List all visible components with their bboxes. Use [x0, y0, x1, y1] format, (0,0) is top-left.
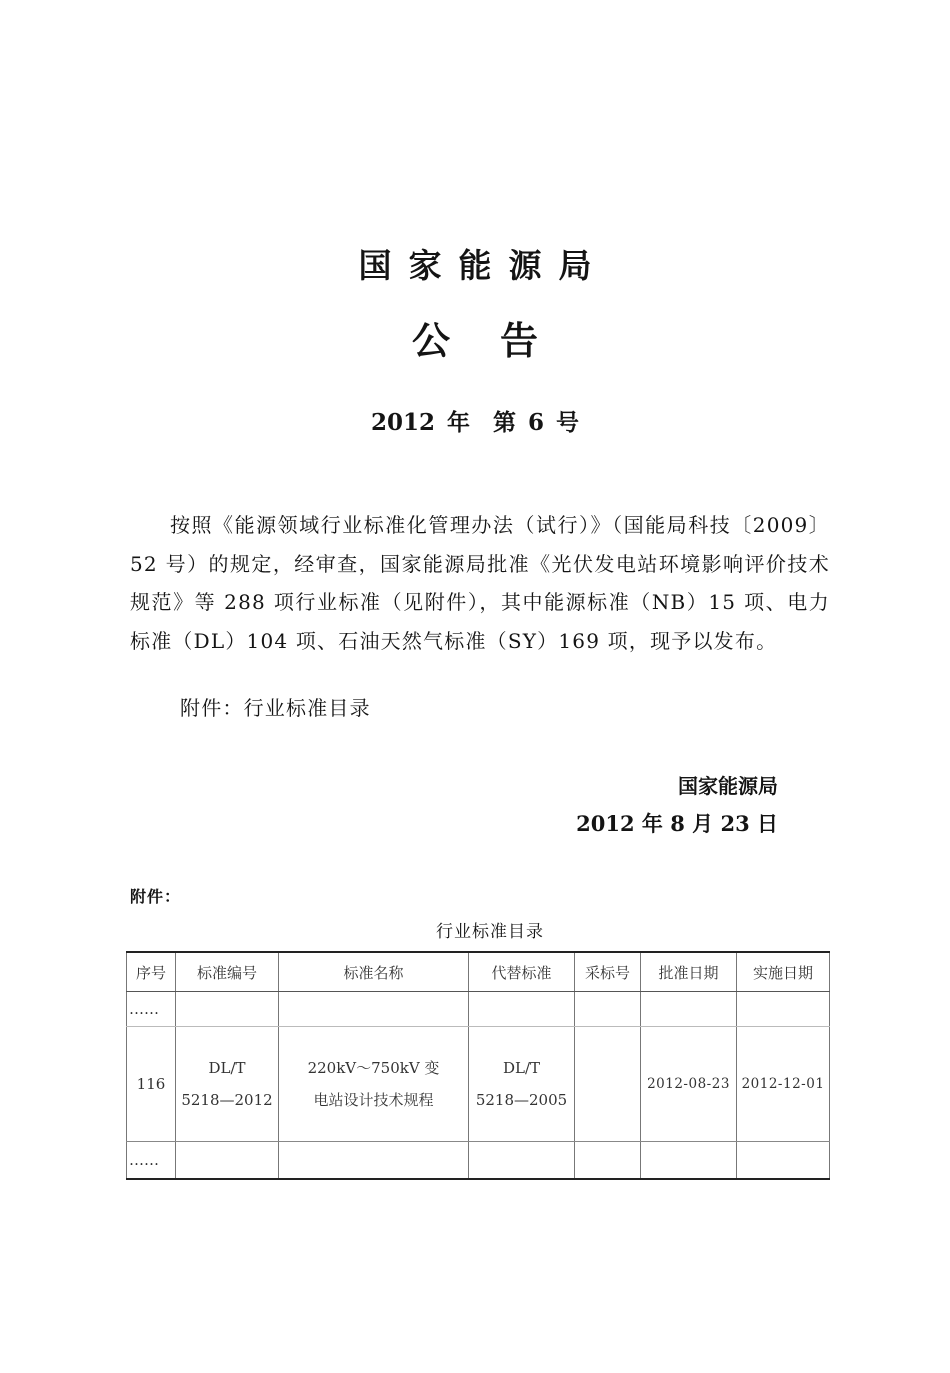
table-title: 行业标准目录	[436, 922, 544, 942]
name-line-2: 电站设计技术规程	[313, 1091, 434, 1109]
col-header-name: 标准名称	[279, 952, 469, 992]
code-line-2: 5218—2012	[181, 1091, 273, 1109]
name-line-1: 220kV～750kV 变	[307, 1059, 440, 1077]
name-cell	[279, 1027, 469, 1142]
table-row	[127, 1142, 830, 1180]
replaces-cell	[469, 1027, 575, 1142]
replaces-line-1: DL/T	[502, 1059, 541, 1077]
announcement-paragraph: 按照《能源领域行业标准化管理办法（试行）》（国能局科技〔2009〕52 号）的规定，经审查，国家能源局批准《光伏发电站环境影响评价技术规范》等 288 项行业标准（见附件），其中能源标准（NB）15 项、电力标准（DL）104 项、石油天然气标准（SY）169 项，现予以发布。	[130, 513, 830, 653]
table-row	[127, 1027, 830, 1142]
col-header-adopted: 采标号	[575, 952, 641, 992]
table-row	[127, 992, 830, 1027]
adopted-code-cell	[575, 1027, 641, 1142]
ellipsis-cell: ……	[127, 1142, 176, 1180]
attachment-label: 附件：	[130, 887, 182, 906]
replaces-line-2: 5218—2005	[475, 1091, 568, 1109]
code-cell	[176, 1027, 279, 1142]
effective-date-cell: 2012-12-01	[737, 1027, 830, 1142]
seq-cell: 116	[127, 1027, 176, 1142]
table-header-row	[127, 952, 830, 992]
approval-date-cell: 2012-08-23	[641, 1027, 737, 1142]
announcement-body	[130, 506, 830, 660]
standards-table	[126, 951, 830, 1180]
col-header-replaces: 代替标准	[469, 952, 575, 992]
issue-number: 2012 年 第 6 号	[370, 409, 580, 436]
attachment-reference: 附件：行业标准目录	[180, 696, 371, 720]
col-header-code: 标准编号	[176, 952, 279, 992]
signature-organization: 国家能源局	[678, 774, 778, 798]
code-line-1: DL/T	[208, 1059, 246, 1077]
issuing-organization-title: 国家能源局	[358, 246, 609, 285]
signature-date: 2012 年 8 月 23 日	[576, 811, 778, 836]
col-header-seq: 序号	[127, 952, 176, 992]
ellipsis-cell: ……	[127, 992, 176, 1027]
document-type-title: 公告	[411, 319, 588, 363]
col-header-approval-date: 批准日期	[641, 952, 737, 992]
col-header-effective-date: 实施日期	[737, 952, 830, 992]
